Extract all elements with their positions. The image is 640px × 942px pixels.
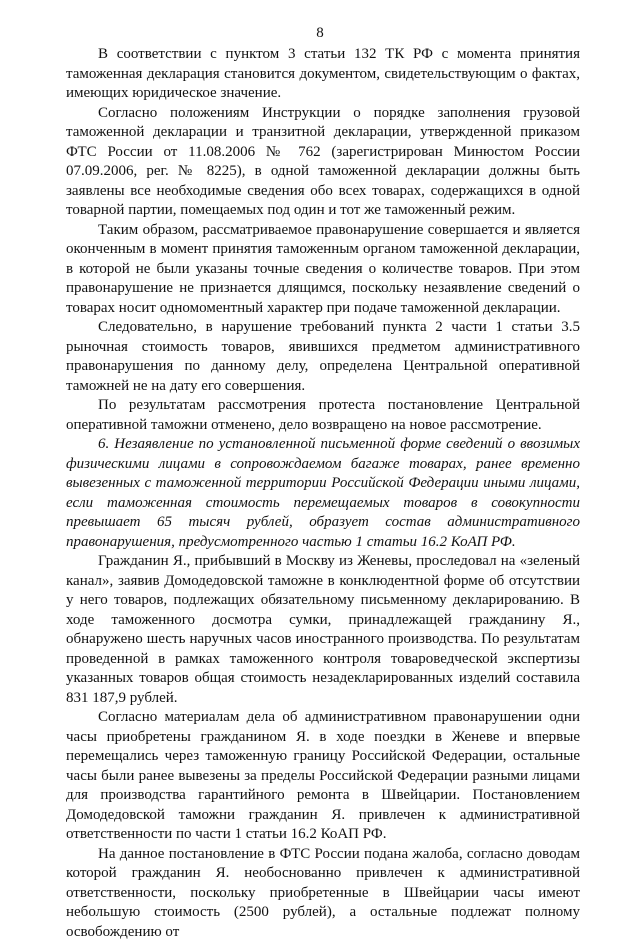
paragraph-article-132: В соответствии с пунктом 3 статьи 132 ТК РФ с момента принятия таможенная декларация становится документом, свидетельствующим о фактах, имеющих юридическое значение. — [66, 45, 580, 104]
page-number: 8 — [0, 24, 640, 44]
paragraph-complaint: На данное постановление в ФТС России подана жалоба, согласно доводам которой гражданин Я. необоснованно привлечен к административной ответственности, поскольку приобретенные в Швейцарии часы имеют небольшую стоимость (2500 рублей), а остальные подлежат полному освобождению от — [66, 845, 580, 942]
paragraph-offense-completion: Таким образом, рассматриваемое правонарушение совершается и является оконченным в момент принятия таможенным органом таможенной декларации, в которой не были указаны точные сведения о количестве товаров. При этом правонарушение не признается длящимся, поскольку незаявление сведений о товарах носит одномоментный характер при подаче таможенной декларации. — [66, 221, 580, 319]
paragraph-citizen-case: Гражданин Я., прибывший в Москву из Женевы, проследовал на «зеленый канал», заявив Домодедовской таможне в конклюдентной форме об отсутствии у него товаров, подлежащих обязательному письменному декларированию. В ходе таможенного досмотра сумки, принадлежащей гражданину Я., обнаружено шесть наручных часов иностранного производства. По результатам проведенной в рамках таможенного контроля товароведческой экспертизы указанных товаров общая стоимость незадекларированных изделий составила 831 187,9 рублей. — [66, 552, 580, 708]
paragraph-instruction-fts: Согласно положениям Инструкции о порядке заполнения грузовой таможенной декларации и транзитной декларации, утвержденной приказом ФТС России от 11.08.2006 № 762 (зарегистрирован Минюстом России 07.09.2006, рег. № 8225), в одной таможенной декларации должны быть заявлены все необходимые сведения обо всех товарах, содержащихся в одной товарной партии, помещаемых под один и тот же таможенный режим. — [66, 104, 580, 221]
paragraph-protest-result: По результатам рассмотрения протеста постановление Центральной оперативной таможни отменено, дело возвращено на новое рассмотрение. — [66, 396, 580, 435]
paragraph-section-6-heading: 6. Незаявление по установленной письменной форме сведений о ввозимых физическими лицами в сопровождаемом багаже товарах, ранее временно вывезенных с таможенной территории Российской Федерации иными лицами, если таможенная стоимость перемещаемых товаров в совокупности превышает 65 тысяч рублей, образует состав административного правонарушения, предусмотренного частью 1 статьи 16.2 КоАП РФ. — [66, 435, 580, 552]
paragraph-case-materials: Согласно материалам дела об административном правонарушении одни часы приобретены гражданином Я. в ходе поездки в Женеве и впервые перемещались через таможенную границу Российской Федерации, остальные часы были ранее вывезены за пределы Российской Федерации разными лицами для производства гарантийного ремонта в Швейцарии. Постановлением Домодедовской таможни гражданин Я. привлечен к административной ответственности по части 1 статьи 16.2 КоАП РФ. — [66, 708, 580, 845]
paragraph-market-value: Следовательно, в нарушение требований пункта 2 части 1 статьи 3.5 рыночная стоимость товаров, явившихся предметом административного правонарушения по данному делу, определена Центральной оперативной таможней не на дату его совершения. — [66, 318, 580, 396]
document-body — [66, 45, 580, 942]
